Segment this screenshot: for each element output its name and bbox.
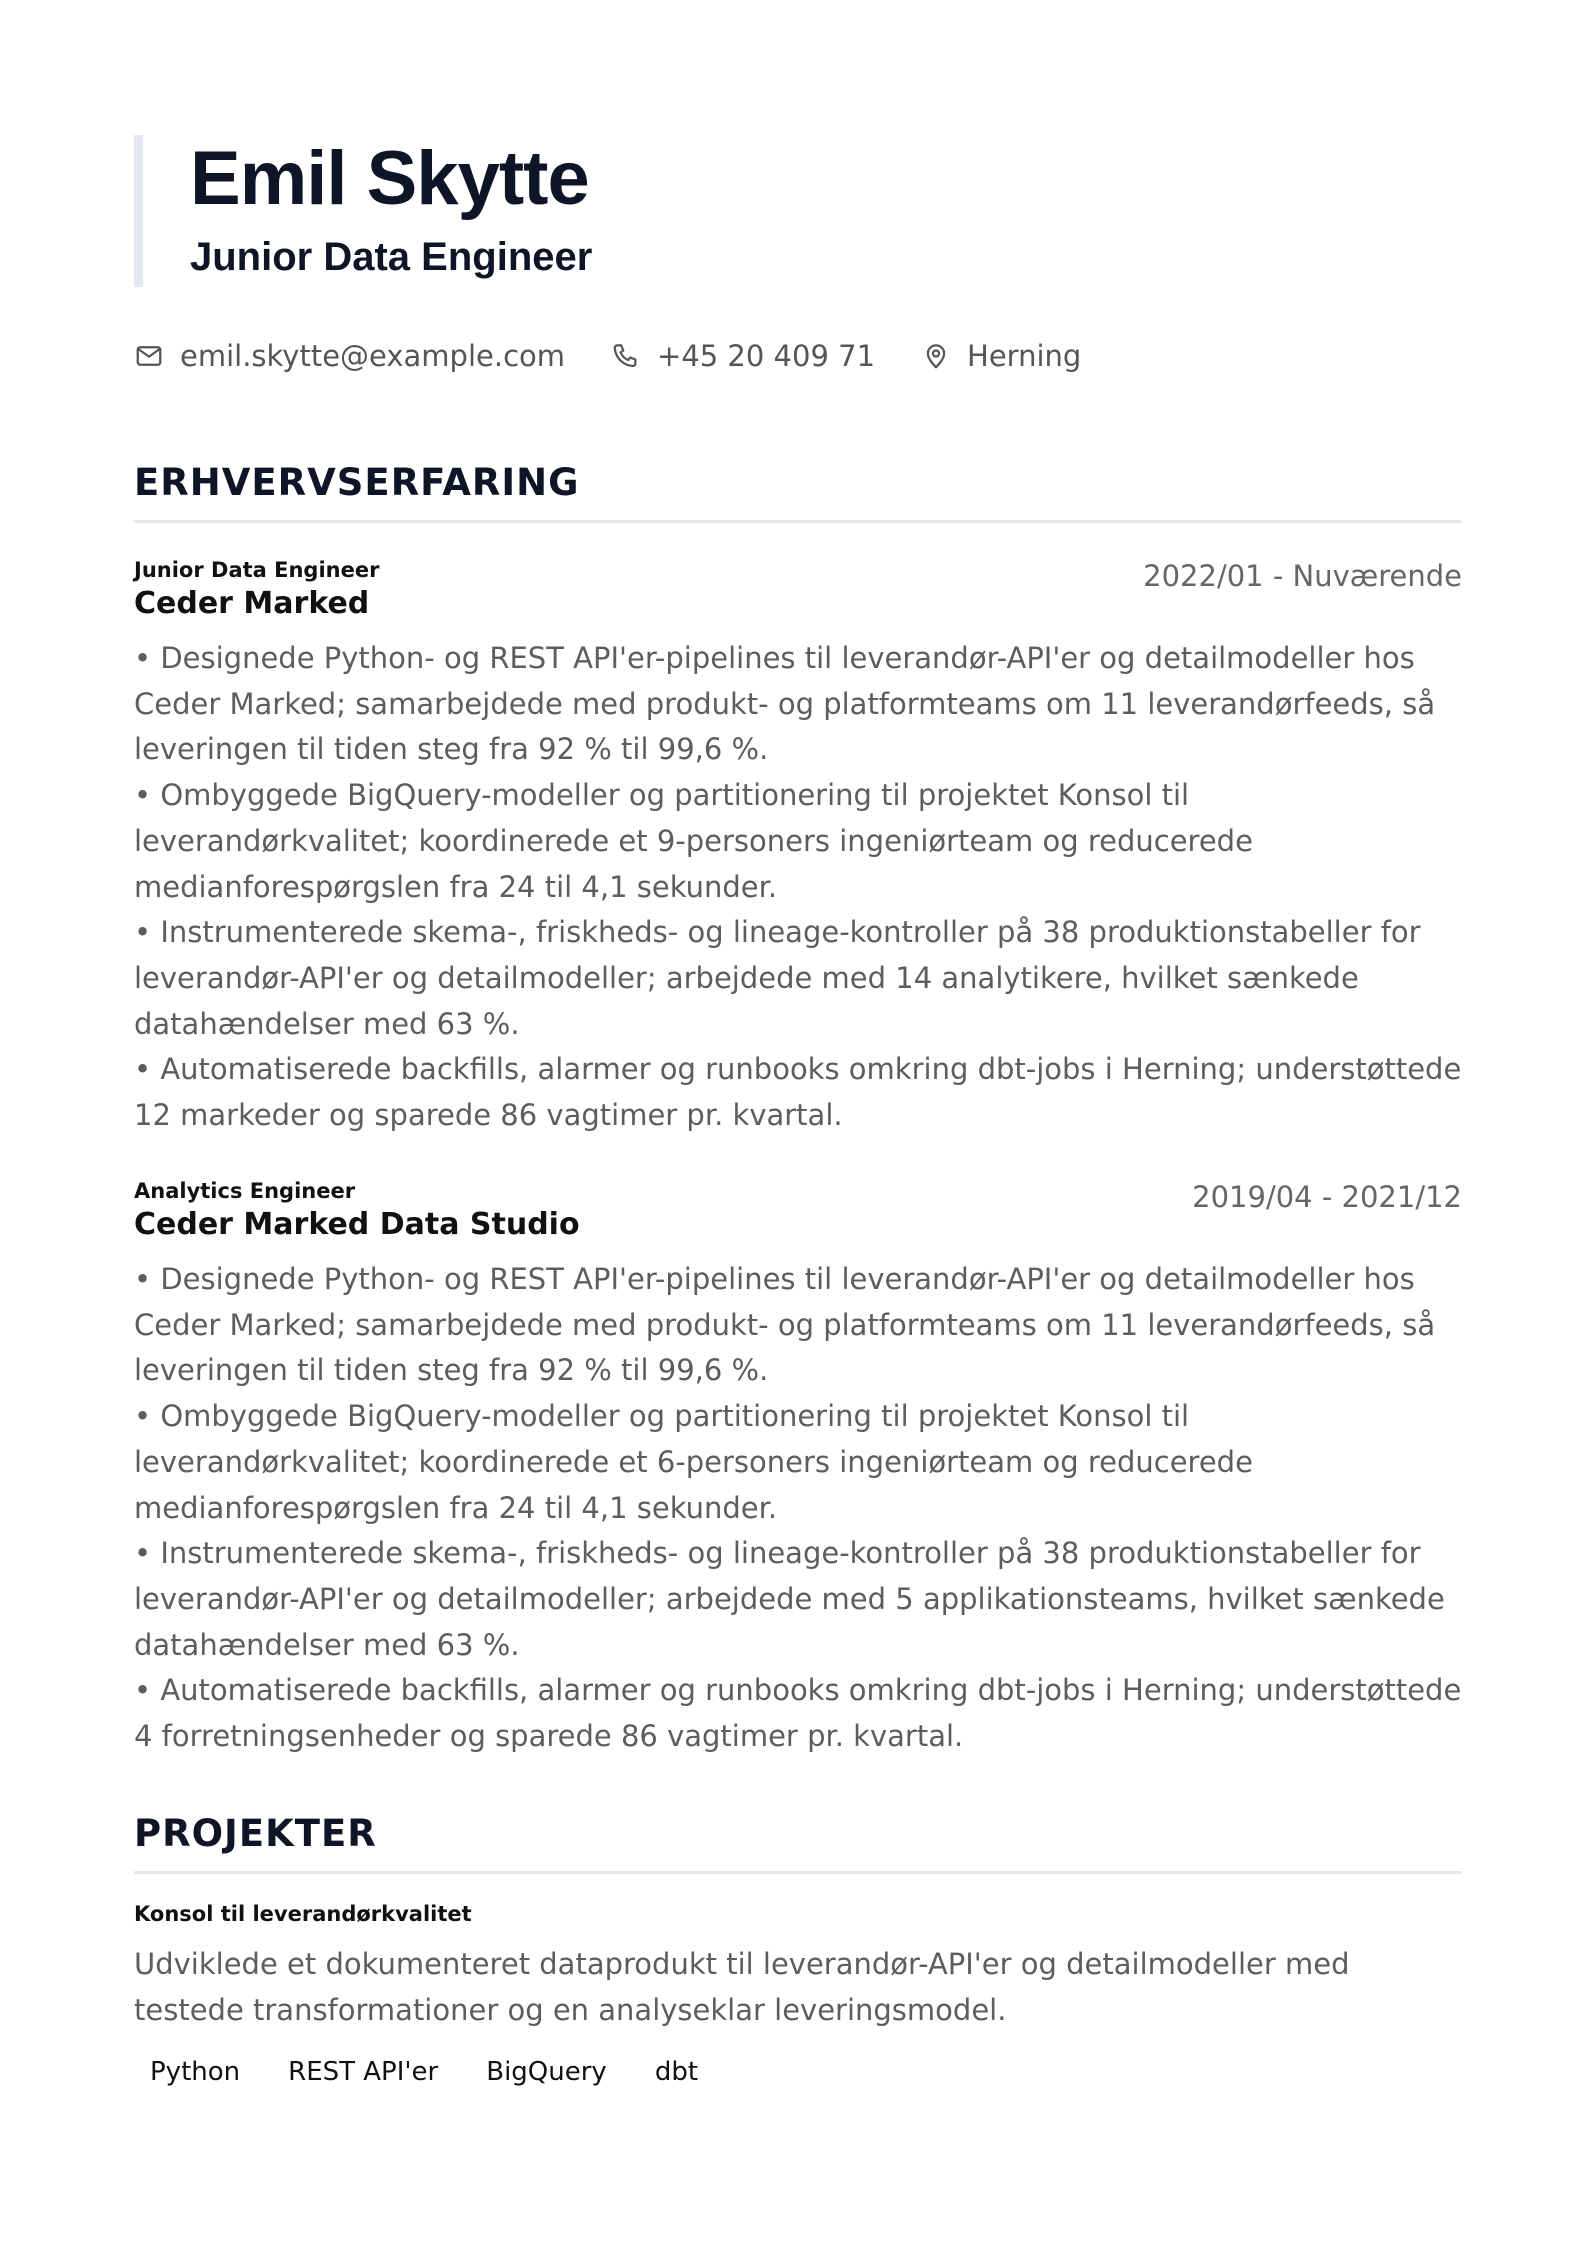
job-bullet: • Instrumenterede skema-, friskheds- og lineage-kontroller på 38 produktionstabeller for leverandør-API'er og detailmodeller; arbejdede med 5 applikationsteams, hvilket sænkede datahændelser med 63 %. bbox=[134, 1536, 1445, 1662]
job-role: Junior Data Engineer bbox=[134, 558, 380, 582]
job-role: Analytics Engineer bbox=[134, 1179, 356, 1203]
contact-email[interactable] bbox=[134, 336, 565, 376]
contact-email-text[interactable]: emil.skytte@example.com bbox=[180, 339, 566, 373]
phone-icon bbox=[611, 341, 641, 371]
project-description: Udviklede et dokumenteret dataprodukt til leverandør-API'er og detailmodeller med testede transformationer og en analyseklar leveringsmodel. bbox=[134, 1947, 1350, 2027]
resume-header bbox=[134, 135, 1462, 287]
experience-section-divider bbox=[134, 520, 1462, 523]
projects-section-divider bbox=[134, 1871, 1462, 1874]
projects-section-title: PROJEKTER bbox=[134, 1812, 377, 1855]
job-dates: 2019/04 - 2021/12 bbox=[1192, 1180, 1462, 1214]
job-bullet: • Designede Python- og REST API'er-pipelines til leverandør-API'er og detailmodeller hos Ceder Marked; samarbejdede med produkt- og platformteams om 11 leverandørfeeds, så leveringen til tiden steg fra 92 % til 99,6 %. bbox=[134, 641, 1436, 767]
job-bullet: • Automatiserede backfills, alarmer og runbooks omkring dbt-jobs i Herning; understøttede 12 markeder og sparede 86 vagtimer pr. kvartal. bbox=[134, 1052, 1462, 1133]
contact-phone[interactable] bbox=[611, 336, 875, 376]
project-name: Konsol til leverandørkvalitet bbox=[134, 1902, 472, 1926]
job-dates: 2022/01 - Nuværende bbox=[1143, 559, 1462, 593]
project-tag: Python bbox=[150, 2057, 241, 2087]
job-bullet: • Automatiserede backfills, alarmer og runbooks omkring dbt-jobs i Herning; understøttede 4 forretningsenheder og sparede 86 vagtimer pr. kvartal. bbox=[134, 1673, 1462, 1754]
job-bullet: • Instrumenterede skema-, friskheds- og lineage-kontroller på 38 produktionstabeller for leverandør-API'er og detailmodeller; arbejdede med 14 analytikere, hvilket sænkede datahændelser med 63 %. bbox=[134, 915, 1421, 1041]
candidate-title: Junior Data Engineer bbox=[190, 235, 593, 279]
candidate-name: Emil Skytte bbox=[190, 136, 589, 221]
contact-location bbox=[921, 336, 1081, 376]
project-tag: BigQuery bbox=[486, 2057, 607, 2087]
job-bullets bbox=[134, 636, 1462, 1139]
job-company: Ceder Marked Data Studio bbox=[134, 1207, 580, 1242]
location-pin-icon bbox=[921, 341, 951, 371]
project-tag: REST API'er bbox=[288, 2057, 439, 2087]
experience-section-title: ERHVERVSERFARING bbox=[134, 461, 580, 504]
job-bullet: • Ombyggede BigQuery-modeller og partitionering til projektet Konsol til leverandørkvalitet; koordinerede et 6-personers ingeniørteam og reducerede medianforespørgslen fra 24 til 4,1 sekunder. bbox=[134, 1399, 1253, 1525]
mail-icon bbox=[134, 341, 164, 371]
job-bullet: • Ombyggede BigQuery-modeller og partitionering til projektet Konsol til leverandørkvalitet; koordinerede et 9-personers ingeniørteam og reducerede medianforespørgslen fra 24 til 4,1 sekunder. bbox=[134, 778, 1253, 904]
job-bullets bbox=[134, 1257, 1462, 1760]
project-tags bbox=[134, 2052, 730, 2092]
contact-row bbox=[134, 334, 1127, 378]
job-company: Ceder Marked bbox=[134, 586, 370, 621]
contact-location-text: Herning bbox=[967, 339, 1082, 373]
contact-phone-text[interactable]: +45 20 409 71 bbox=[657, 339, 876, 373]
header-accent-bar bbox=[134, 135, 143, 287]
project-tag: dbt bbox=[654, 2057, 699, 2087]
job-bullet: • Designede Python- og REST API'er-pipelines til leverandør-API'er og detailmodeller hos Ceder Marked; samarbejdede med produkt- og platformteams om 11 leverandørfeeds, så leveringen til tiden steg fra 92 % til 99,6 %. bbox=[134, 1262, 1436, 1388]
